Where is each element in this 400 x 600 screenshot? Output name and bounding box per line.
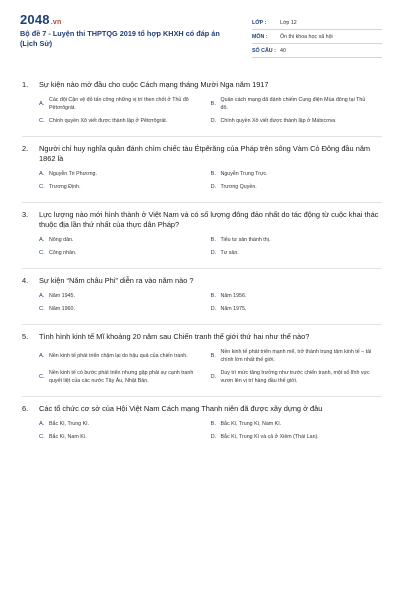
meta-row-class [252,16,382,30]
option-text: Nền kinh tế phát triển mạnh mẽ, trở thành trung tâm kinh tế – tài chính lớn nhất thế giới. [220,349,372,363]
option-letter: D. [210,306,217,312]
option-b[interactable] [211,348,383,364]
question-stem [22,332,382,342]
option-text: Năm 1956. [220,293,247,299]
option-letter: B. [210,237,216,243]
meta-row-subject [252,30,382,44]
question-stem [22,276,382,286]
option-c[interactable] [39,249,211,257]
question-2 [22,144,382,203]
option-d[interactable] [211,305,383,313]
meta-value: Lớp 12 [280,19,297,26]
option-text: Trương Quyền. [220,184,257,190]
answer-options [22,292,382,318]
option-text: Trương Định. [49,184,81,190]
option-text: Năm 1945. [49,293,75,299]
option-a[interactable] [39,348,211,364]
question-number: 3. [22,210,29,219]
option-c[interactable] [39,369,211,385]
question-list [22,80,382,459]
option-letter: C. [39,184,45,190]
option-text: Duy trì mức tăng trưởng như trước chiến tranh, một số lĩnh vực vươn lên vị trí hàng đầu thế giới. [220,370,370,384]
logo-text: 2048 [20,12,50,27]
question-number: 4. [22,276,29,285]
option-b[interactable] [211,236,383,244]
option-a[interactable] [39,292,211,300]
document-header [20,12,382,60]
option-a[interactable] [39,236,211,244]
option-d[interactable] [211,117,383,125]
option-text: Nền kinh tế phát triển chậm lại do hậu quả của chiến tranh. [49,353,188,359]
option-letter: C. [39,250,45,256]
option-text: Bắc Kì, Trung Kì, Nam Kì. [220,421,282,427]
option-letter: A. [39,237,45,243]
option-letter: C. [39,374,45,380]
option-text: Bắc Kì, Trung Kì. [49,421,90,427]
option-letter: D. [210,250,217,256]
option-letter: D. [210,184,217,190]
meta-row-count [252,44,382,58]
meta-key: MÔN : [252,33,268,40]
question-5 [22,332,382,397]
option-letter: A. [39,171,45,177]
meta-value: 40 [280,47,286,54]
answer-options [22,170,382,196]
question-6 [22,404,382,452]
option-text: Năm 1960. [49,306,75,312]
question-number: 2. [22,144,29,153]
answer-options [22,420,382,446]
logo-suffix: .vn [50,19,62,26]
question-stem [22,144,382,164]
option-letter: C. [39,434,45,440]
question-text: Các tổ chức cơ sở của Hội Việt Nam Cách mạng Thanh niên đã được xây dựng ở đâu [39,404,323,413]
option-letter: C. [39,306,45,312]
option-letter: B. [210,171,216,177]
option-text: Công nhân. [49,250,77,256]
option-c[interactable] [39,183,211,191]
question-text: Sự kiện “Năm châu Phi” diễn ra vào năm nào ? [39,276,194,285]
option-letter: B. [210,421,216,427]
meta-key: LỚP : [252,19,267,26]
option-letter: B. [210,101,216,107]
option-letter: B. [210,293,216,299]
option-letter: A. [39,101,45,107]
option-letter: A. [39,293,45,299]
option-b[interactable] [211,96,383,112]
option-text: Tiểu tư sản thành thị. [220,237,271,243]
question-text: Người chỉ huy nghĩa quân đánh chìm chiếc tàu Étpêrăng của Pháp trên sông Vàm Cỏ Đông đầu năm 1862 là [39,144,371,163]
document-title: Bộ đề 7 - Luyện thi THPTQG 2019 tổ hợp KHXH có đáp án (Lịch Sử) [20,29,220,48]
option-b[interactable] [211,420,383,428]
option-letter: A. [39,353,45,359]
option-text: Bắc Kì, Trung Kì và cả ở Xiêm (Thái Lan). [220,434,319,440]
question-text: Lực lượng nào mới hình thành ở Việt Nam và có số lượng đông đảo nhất do tác động từ cuộc khai thác thuộc địa lần thứ nhất của thực dân Pháp? [39,210,379,229]
question-3 [22,210,382,269]
option-text: Các đội Cận vệ đỏ tấn công những vị trí then chốt ở Thủ đô Pêtơrôgrát. [49,97,189,111]
option-text: Nền kinh tế có bước phát triển nhưng gặp phải sự cạnh tranh quyết liệt của các nước Tây Âu, Nhật Bản. [49,370,194,384]
answer-options [22,96,382,130]
option-text: Tư sản. [220,250,239,256]
option-b[interactable] [211,170,383,178]
meta-value: Ôn thi khoa học xã hội [280,33,333,40]
site-logo[interactable] [20,12,61,27]
option-letter: D. [210,118,217,124]
question-4 [22,276,382,325]
option-a[interactable] [39,170,211,178]
option-text: Năm 1975. [220,306,247,312]
option-d[interactable] [211,369,383,385]
option-letter: C. [39,118,45,124]
option-text: Bắc Kì, Nam Kì. [49,434,87,440]
option-text: Quân cách mạng đã đánh chiếm Cung điện Mùa đông tại Thủ đô. [220,97,366,111]
option-letter: D. [210,434,217,440]
question-stem [22,210,382,230]
option-text: Nguyễn Trung Trực. [220,171,268,177]
answer-options [22,348,382,390]
question-number: 6. [22,404,29,413]
question-1 [22,80,382,137]
option-text: Chính quyền Xô viết được thành lập ở Mátxcơva [220,118,336,124]
option-d[interactable] [211,183,383,191]
option-letter: A. [39,421,45,427]
option-text: Nông dân. [49,237,74,243]
option-d[interactable] [211,433,383,441]
question-number: 5. [22,332,29,341]
option-b[interactable] [211,292,383,300]
option-d[interactable] [211,249,383,257]
answer-options [22,236,382,262]
option-a[interactable] [39,96,211,112]
question-text: Tình hình kinh tế Mĩ khoảng 20 năm sau Chiến tranh thế giới thứ hai như thế nào? [39,332,310,341]
option-c[interactable] [39,433,211,441]
question-stem [22,404,382,414]
question-number: 1. [22,80,29,89]
question-stem [22,80,382,90]
option-letter: B. [210,353,216,359]
option-a[interactable] [39,420,211,428]
meta-table [252,16,382,58]
option-letter: D. [210,374,217,380]
option-text: Nguyễn Tri Phương. [49,171,97,177]
option-c[interactable] [39,117,211,125]
option-text: Chính quyền Xô viết được thành lập ở Pêtơrôgrát. [49,118,168,124]
question-text: Sự kiện nào mở đầu cho cuộc Cách mạng tháng Mười Nga năm 1917 [39,80,269,89]
meta-key: SỐ CÂU : [252,47,276,54]
option-c[interactable] [39,305,211,313]
